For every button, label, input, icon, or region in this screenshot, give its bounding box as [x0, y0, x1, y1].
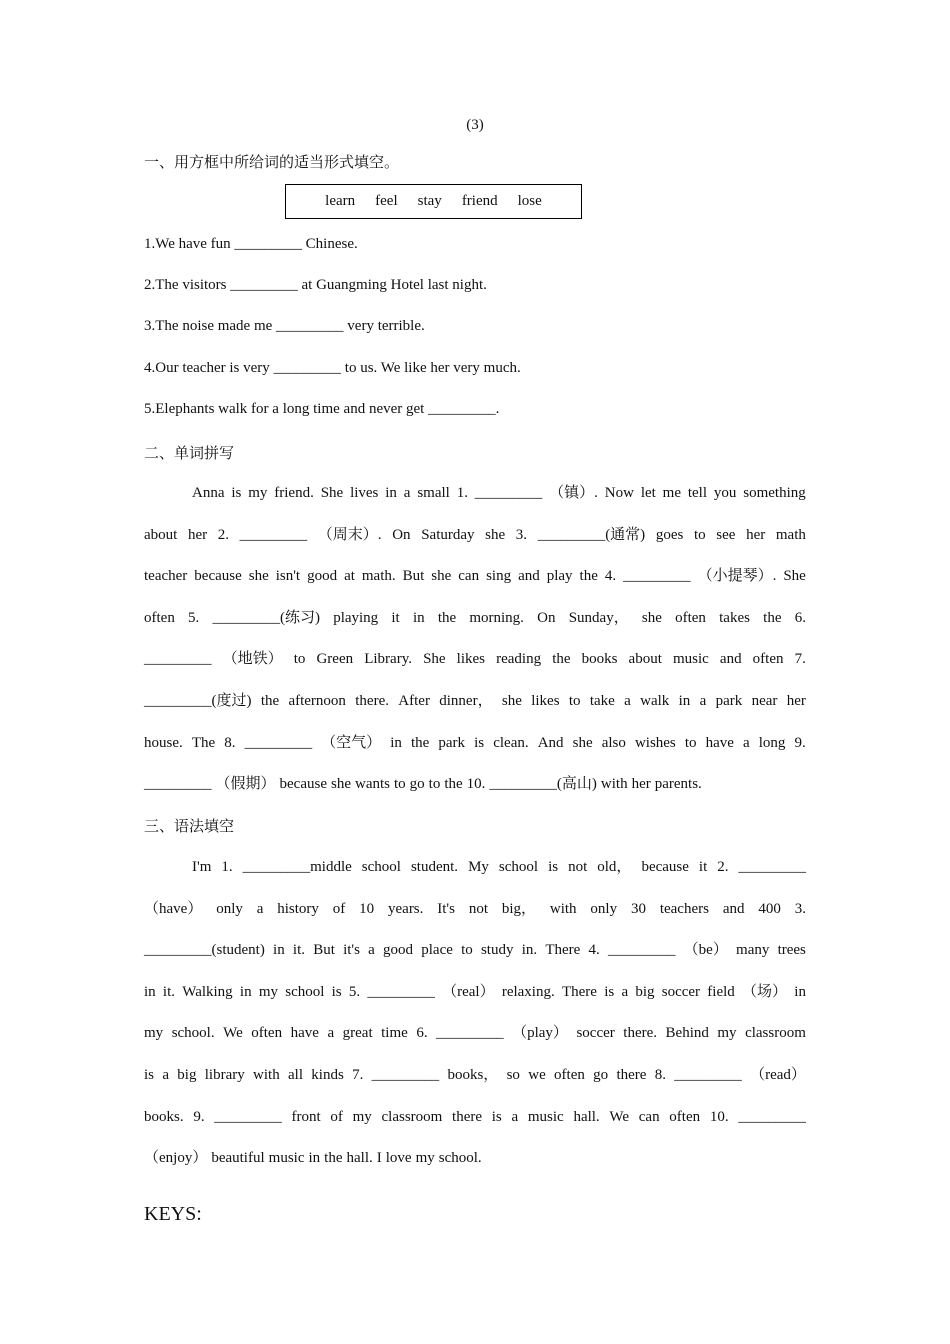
section1-heading: 一、用方框中所给词的适当形式填空。	[144, 153, 400, 171]
passage-line: _________(度过) the afternoon there. After dinner， she likes to take a walk in a park near her	[144, 692, 806, 709]
passage-line: （enjoy） beautiful music in the hall. I love my school.	[144, 1150, 482, 1167]
word-box	[285, 184, 582, 219]
word-item: friend	[461, 193, 498, 209]
word-item: lose	[517, 193, 542, 209]
passage-line: I'm 1. _________middle school student. My school is not old， because it 2. _________	[192, 859, 806, 875]
question-item: 5.Elephants walk for a long time and never get _________.	[144, 401, 500, 417]
question-item: 2.The visitors _________ at Guangming Hotel last night.	[144, 277, 487, 293]
question-item: 1.We have fun _________ Chinese.	[144, 236, 358, 252]
passage-line: my school. We often have a great time 6. _________ （play） soccer there. Behind my classroom	[144, 1025, 806, 1042]
section2-heading: 二、单词拼写	[144, 444, 235, 462]
passage-line: often 5. _________(练习) playing it in the morning. On Sunday， she often takes the 6.	[144, 609, 806, 626]
passage-line: is a big library with all kinds 7. _________ books， so we often go there 8. _________ （read）	[144, 1066, 806, 1083]
keys-heading: KEYS:	[144, 1203, 202, 1225]
passage-line: about her 2. _________ （周末）. On Saturday she 3. _________(通常) goes to see her math	[144, 526, 806, 543]
word-item: learn	[325, 193, 356, 209]
section2-passage	[144, 481, 806, 814]
question-item: 3.The noise made me _________ very terrible.	[144, 318, 425, 334]
passage-line: Anna is my friend. She lives in a small 1. _________ （镇）. Now let me tell you something	[192, 485, 806, 501]
question-item: 4.Our teacher is very _________ to us. We like her very much.	[144, 360, 521, 376]
passage-line: _________ （地铁） to Green Library. She likes reading the books about music and often 7.	[144, 651, 806, 668]
passage-line: teacher because she isn't good at math. But she can sing and play the 4. _________ （小提琴）. She	[144, 568, 806, 585]
word-item: feel	[375, 193, 398, 209]
page-title: (3)	[466, 117, 484, 133]
passage-line: _________(student) in it. But it's a good place to study in. There 4. _________ （be） many trees	[144, 942, 806, 959]
section3-passage	[144, 855, 806, 1188]
passage-line: in it. Walking in my school is 5. _________ （real） relaxing. There is a big soccer field （场） in	[144, 983, 806, 1000]
word-item: stay	[417, 193, 442, 209]
passage-line: _________ （假期） because she wants to go to the 10. _________(高山) with her parents.	[144, 776, 702, 793]
section3-heading: 三、语法填空	[144, 817, 235, 835]
passage-line: books. 9. _________ front of my classroom there is a music hall. We can often 10. _________	[144, 1108, 806, 1125]
passage-line: house. The 8. _________ （空气） in the park is clean. And she also wishes to have a long 9.	[144, 734, 806, 751]
passage-line: （have） only a history of 10 years. It's not big， with only 30 teachers and 400 3.	[144, 900, 806, 917]
